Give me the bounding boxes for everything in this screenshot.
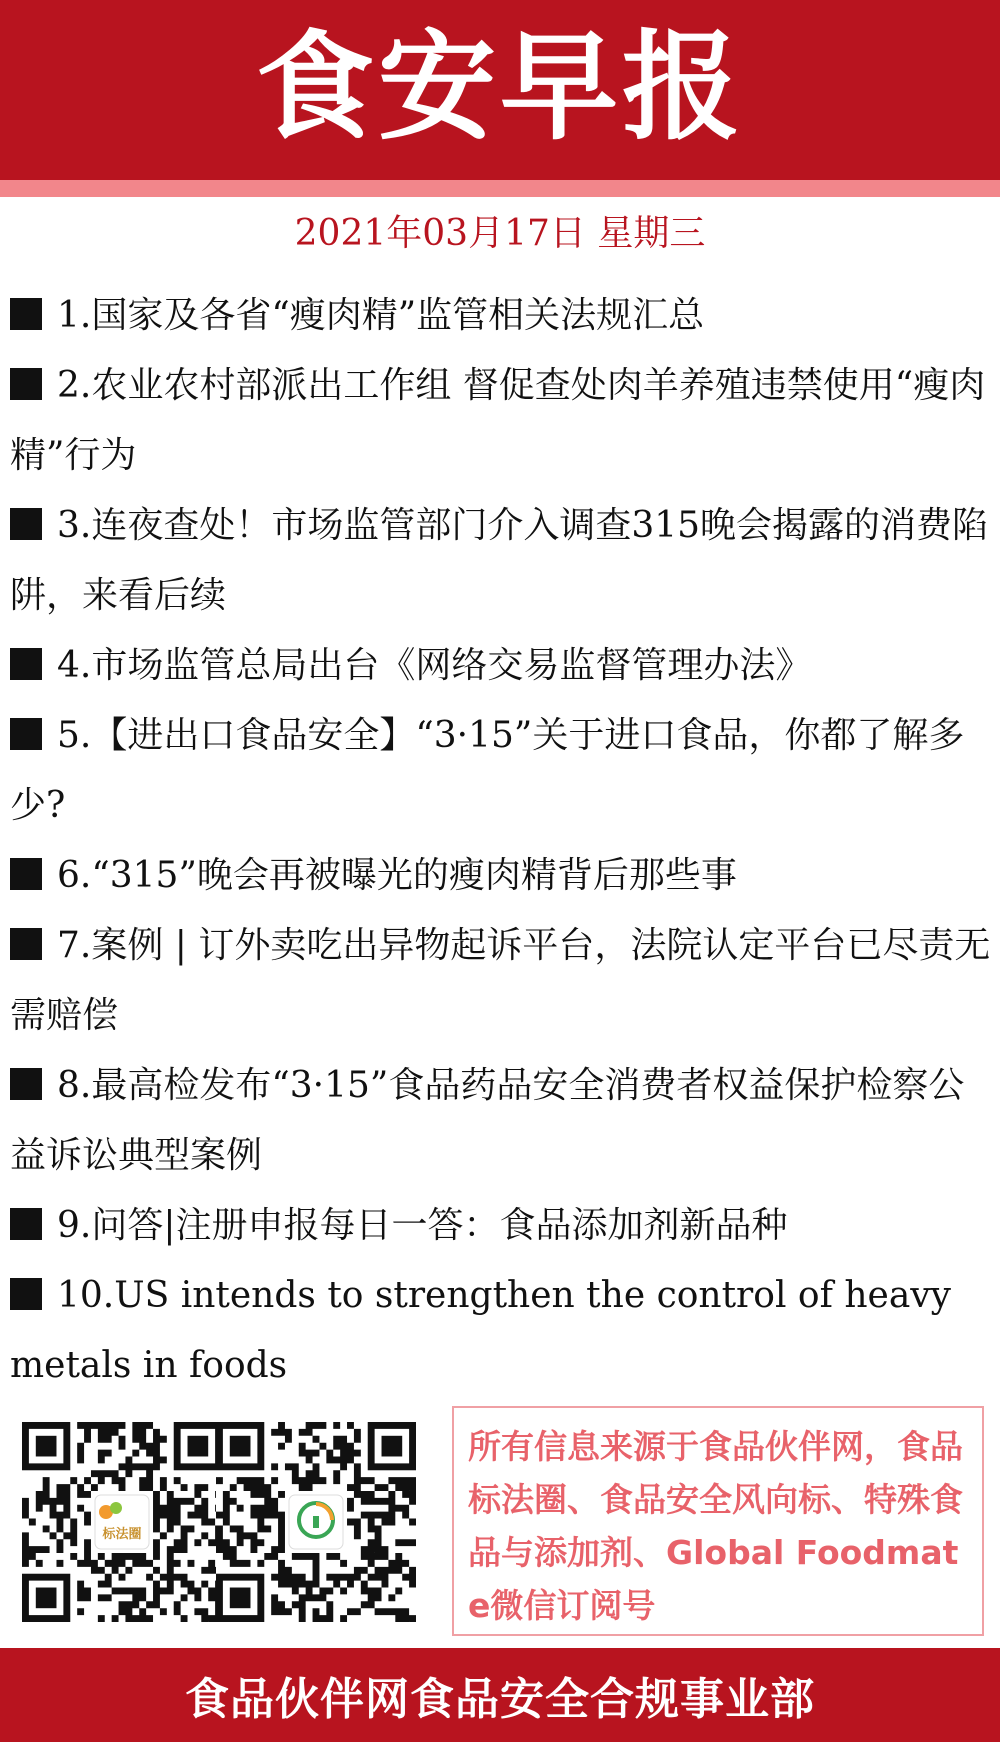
header-banner	[0, 0, 1000, 180]
news-item-2[interactable]	[10, 351, 992, 491]
square-bullet-icon	[10, 1068, 42, 1100]
source-info-box	[452, 1406, 984, 1636]
news-item-6[interactable]	[10, 841, 992, 911]
news-item-4[interactable]	[10, 631, 992, 701]
square-bullet-icon	[10, 858, 42, 890]
news-item-text: 6.“315”晚会再被曝光的瘦肉精背后那些事	[57, 855, 737, 896]
qr-code-biaofaquan[interactable]	[22, 1422, 222, 1622]
news-item-text: 5.【进出口食品安全】“3·15”关于进口食品，你都了解多少?	[10, 715, 965, 826]
news-item-9[interactable]	[10, 1191, 992, 1261]
biaofaquan-logo-icon	[92, 1492, 152, 1552]
source-info-text: 所有信息来源于食品伙伴网，食品标法圈、食品安全风向标、特殊食品与添加剂、Global Foodmate微信订阅号	[468, 1427, 963, 1625]
qr-finder-1	[22, 1422, 70, 1470]
footer-banner	[0, 1648, 1000, 1742]
news-item-text: 1.国家及各省“瘦肉精”监管相关法规汇总	[57, 295, 705, 336]
news-item-5[interactable]	[10, 701, 992, 841]
square-bullet-icon	[10, 1208, 42, 1240]
news-item-text: 10.US intends to strengthen the control of heavy metals in foods	[10, 1275, 951, 1386]
news-item-text: 8.最高检发布“3·15”食品药品安全消费者权益保护检察公益诉讼典型案例	[10, 1065, 965, 1176]
qr-code-global-foodmate[interactable]	[216, 1422, 416, 1622]
square-bullet-icon	[10, 368, 42, 400]
news-item-text: 9.问答|注册申报每日一答：食品添加剂新品种	[57, 1205, 788, 1246]
news-list	[10, 281, 992, 1401]
square-bullet-icon	[10, 1278, 42, 1310]
news-item-text: 7.案例 | 订外卖吃出异物起诉平台，法院认定平台已尽责无需赔偿	[10, 925, 991, 1036]
news-item-8[interactable]	[10, 1051, 992, 1191]
issue-date: 2021年03月17日 星期三	[294, 213, 706, 254]
qr-finder-3	[22, 1574, 70, 1622]
qr-finder-2	[174, 1422, 222, 1470]
square-bullet-icon	[10, 508, 42, 540]
global-foodmate-logo-icon	[286, 1492, 346, 1552]
news-item-10[interactable]	[10, 1261, 992, 1401]
news-item-3[interactable]	[10, 491, 992, 631]
square-bullet-icon	[10, 928, 42, 960]
header-stripe	[0, 180, 1000, 197]
news-item-text: 2.农业农村部派出工作组 督促查处肉羊养殖违禁使用“瘦肉精”行为	[10, 365, 986, 476]
footer-text: 食品伙伴网食品安全合规事业部	[185, 1674, 815, 1725]
square-bullet-icon	[10, 718, 42, 750]
qr-finder-3	[216, 1574, 264, 1622]
logo-text: 标法圈	[102, 1527, 142, 1542]
news-item-1[interactable]	[10, 281, 992, 351]
qr-finder-1	[216, 1422, 264, 1470]
page-title: 食安早报	[255, 18, 744, 156]
news-item-text: 3.连夜查处！市场监管部门介入调查315晚会揭露的消费陷阱，来看后续	[10, 505, 989, 616]
qr-finder-2	[368, 1422, 416, 1470]
news-item-7[interactable]	[10, 911, 992, 1051]
square-bullet-icon	[10, 648, 42, 680]
news-item-text: 4.市场监管总局出台《网络交易监督管理办法》	[57, 645, 812, 686]
square-bullet-icon	[10, 298, 42, 330]
